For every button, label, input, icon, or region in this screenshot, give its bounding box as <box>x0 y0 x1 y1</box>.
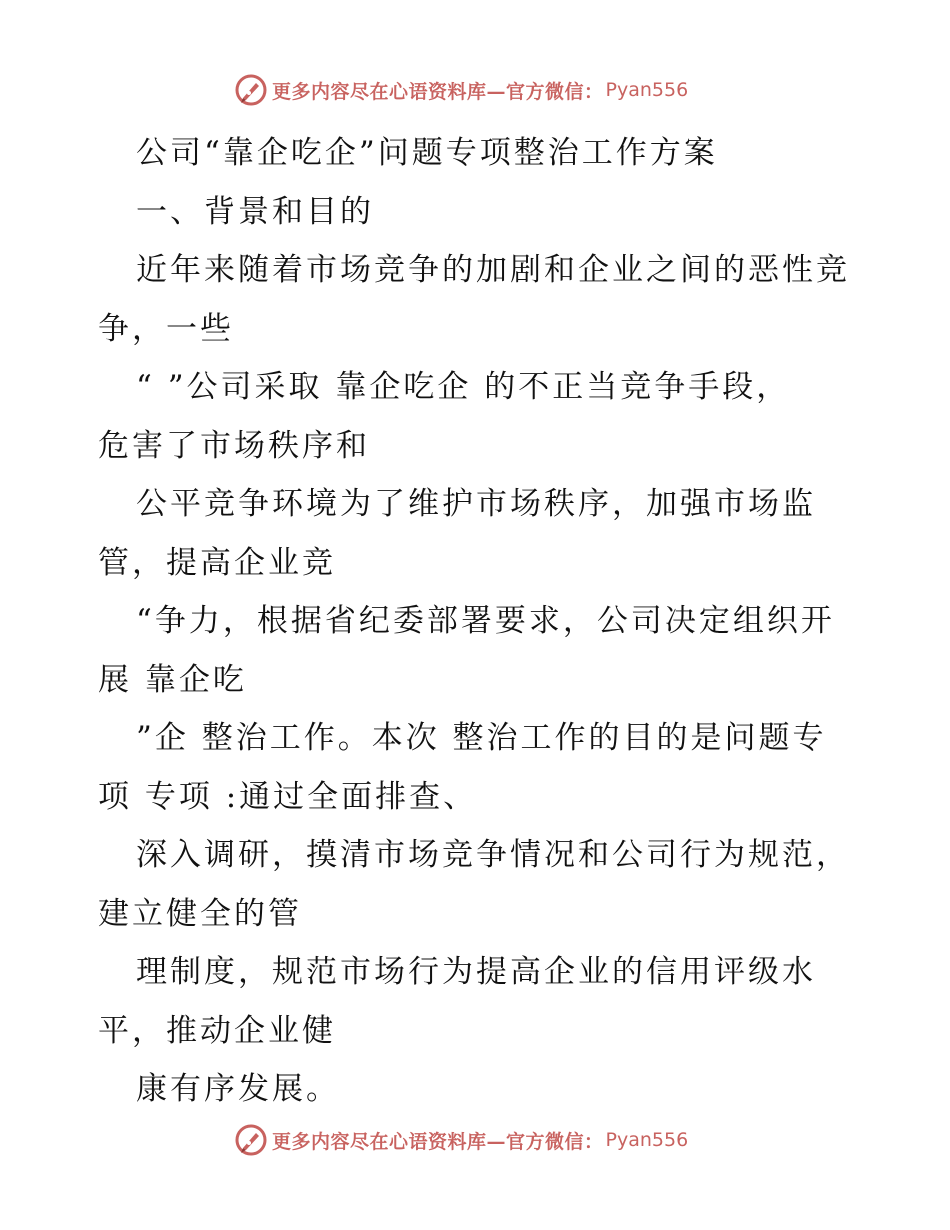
watermark-wechat-id: Pyan556 <box>605 1129 689 1151</box>
section-heading: 一、背景和目的 <box>136 193 374 230</box>
body-line: ”企 整治工作。本次 整治工作的目的是问题专 <box>136 720 827 756</box>
watermark-banner-top <box>234 72 688 108</box>
body-line: “ ”公司采取 靠企吃企 的不正当竞争手段， <box>136 369 791 405</box>
body-line: 展 靠企吃 <box>98 661 247 698</box>
body-line: 深入调研，摸清市场竞争情况和公司行为规范， <box>136 837 850 873</box>
body-line: “争力，根据省纪委部署要求，公司决定组织开 <box>136 603 835 639</box>
body-line: 争，一些 <box>98 310 234 347</box>
watermark-wechat-id: Pyan556 <box>605 79 689 101</box>
body-line: 建立健全的管 <box>98 895 302 932</box>
document-title: 公司“靠企吃企”问题专项整治工作方案 <box>136 135 718 171</box>
pen-logo-icon <box>234 73 268 107</box>
body-line: 康有序发展。 <box>136 1071 340 1107</box>
watermark-text: 更多内容尽在心语资料库—官方微信： <box>272 1130 604 1153</box>
body-line: 理制度，规范市场行为提高企业的信用评级水 <box>136 954 816 990</box>
watermark-banner-bottom <box>234 1122 688 1158</box>
body-line: 近年来随着市场竞争的加剧和企业之间的恶性竞 <box>136 252 850 288</box>
pen-logo-icon <box>234 1123 268 1157</box>
body-line: 危害了市场秩序和 <box>98 427 370 464</box>
body-line: 项 专项 :通过全面排查、 <box>98 778 478 815</box>
document-body <box>98 124 858 1119</box>
body-line: 管，提高企业竞 <box>98 544 336 581</box>
watermark-text: 更多内容尽在心语资料库—官方微信： <box>272 80 604 103</box>
body-line: 平，推动企业健 <box>98 1012 336 1049</box>
body-line: 公平竞争环境为了维护市场秩序，加强市场监 <box>136 486 816 522</box>
